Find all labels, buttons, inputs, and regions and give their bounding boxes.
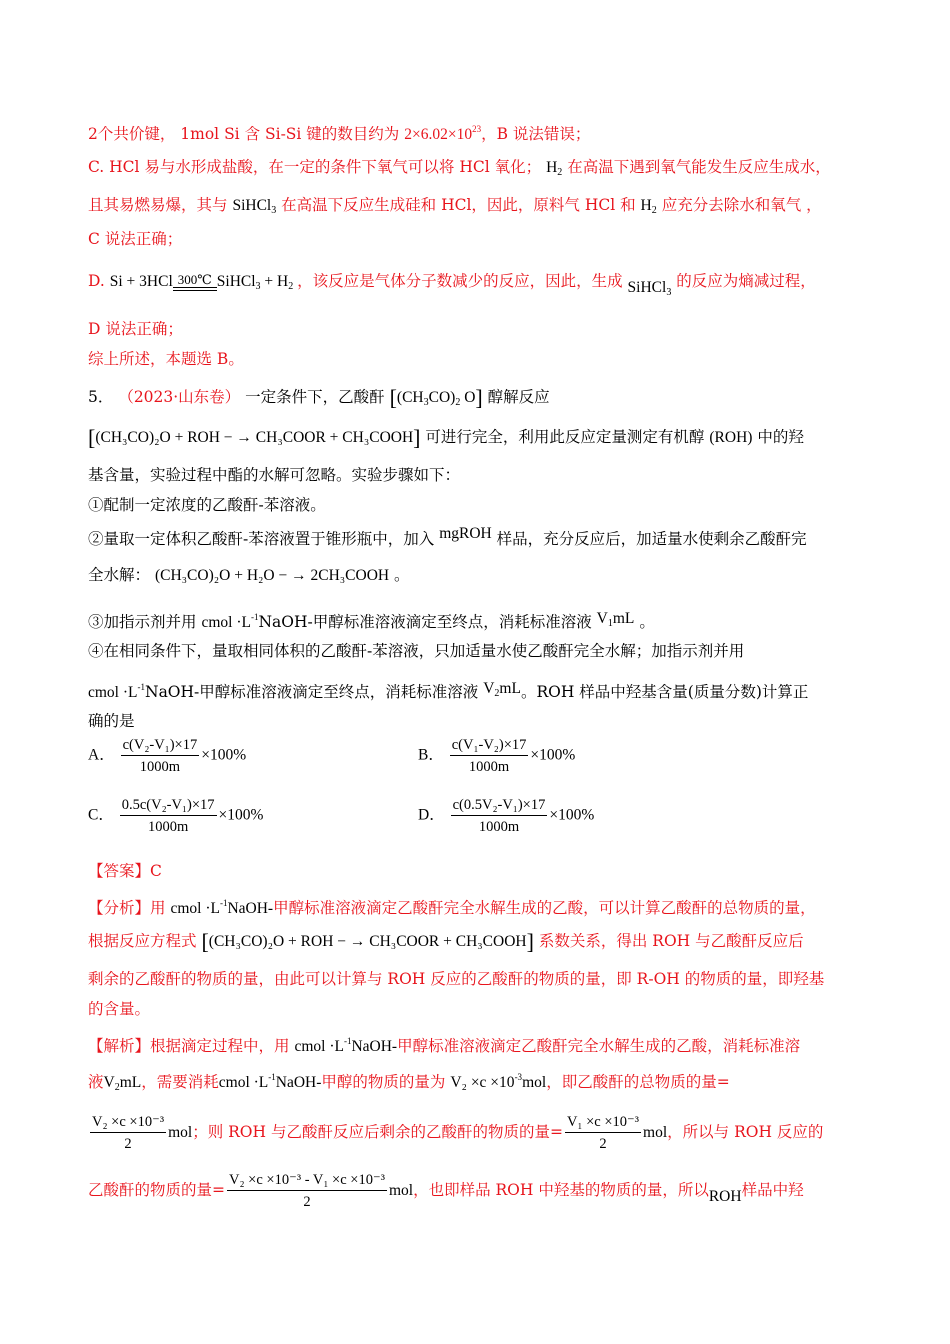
text: 。 <box>394 566 410 584</box>
formula-base: cmol ·L <box>201 614 251 631</box>
fraction <box>90 1113 166 1153</box>
denominator: 2 <box>124 1136 132 1152</box>
formula-exp: -3 <box>514 1072 523 1082</box>
concentration <box>219 1074 322 1091</box>
step-4-line3: 确的是 <box>88 712 135 730</box>
denominator: 1000m <box>468 759 510 775</box>
analysis-line2 <box>88 930 804 953</box>
solution-tag: 【解析】 <box>88 1037 151 1055</box>
concentration <box>88 684 145 701</box>
step-4-line2 <box>88 676 808 709</box>
formula-tail: NaOH- <box>351 1038 398 1055</box>
para-b-conclusion <box>88 118 590 146</box>
text: ，需要消耗 <box>141 1073 219 1091</box>
text: ③加指示剂并用 <box>88 613 197 631</box>
text: 系数关系，得出 ROH 与乙酸酐反应后 <box>538 932 804 950</box>
text: 甲醇标准溶液滴定乙酸酐完全水解生成的乙酸，可以计算乙酸酐的总物质的量， <box>273 899 816 917</box>
para-d-line2: D 说法正确； <box>88 320 183 338</box>
para-c-line3: C 说法正确； <box>88 230 183 248</box>
formula-base: cmol ·L <box>88 684 138 701</box>
analysis-tag: 【分析】 <box>88 899 151 917</box>
v: V <box>596 610 608 627</box>
fraction <box>565 1113 641 1153</box>
formula-base: 2×6.02×10 <box>404 126 473 143</box>
reaction-equation: Si + 3HCl 300℃ SiHCl$_3$ + $H_2$ <box>109 272 294 292</box>
text: NaOH-甲醇标准溶液滴定至终点，消耗标准溶液 <box>258 613 592 631</box>
option-fraction <box>121 736 200 776</box>
text: 2个共价键， 1mol Si 含 Si-Si 键的数目约为 <box>88 125 400 143</box>
question-5-line3: 基含量，实验过程中酯的水解可忽略。实验步骤如下： <box>88 466 461 484</box>
sample-mass: mgROH <box>439 525 492 542</box>
analysis-line3: 剩余的乙酸酐的物质的量，由此可以计算与 ROH 反应的乙酸酐的物质的量，即 R-OH 的物质的量，即羟基 <box>88 970 825 988</box>
text: ，该反应是气体分子数减少的反应，因此，生成 <box>297 272 623 290</box>
text: ，即乙酸酐的总物质的量= <box>546 1073 730 1091</box>
reaction-equation: [(CH₃CO)₂O + ROH − → CH₃COOR + CH₃COOH] <box>201 929 534 954</box>
numerator: 0.5c(V₂-V₁)×17 <box>120 796 217 816</box>
question-source: （2023·山东卷） <box>118 388 241 406</box>
denominator: 2 <box>599 1136 607 1152</box>
roh-formula: ROH <box>708 1188 742 1205</box>
concentration <box>201 614 258 631</box>
option-d[interactable] <box>418 796 594 836</box>
option-fraction <box>451 796 548 836</box>
formula-base: cmol ·L <box>170 900 220 917</box>
equation-text: (CH₃CO)₂O + ROH − → CH₃COOR + CH₃COOH <box>95 429 414 446</box>
unit: mol <box>388 1182 414 1199</box>
formula-base: SiHCl <box>627 279 667 296</box>
answer-value: C <box>150 862 162 880</box>
denominator: 2 <box>303 1194 311 1210</box>
question-number: 5． <box>88 388 114 406</box>
option-label: A． <box>88 746 115 764</box>
answer-tag: 【答案】 <box>88 862 151 880</box>
volume-v1 <box>597 610 635 627</box>
equation-text: (CH₃CO)₂O + ROH − → CH₃COOR + CH₃COOH <box>208 933 527 950</box>
numerator: c(V₂-V₁)×17 <box>121 736 200 756</box>
para-c-line2 <box>88 194 822 222</box>
option-c[interactable] <box>88 796 263 836</box>
v: V <box>103 1074 115 1091</box>
para-d-line1 <box>88 270 816 298</box>
text: 应充分去除水和氧气 ， <box>661 196 822 214</box>
text: 根据滴定过程中，用 <box>150 1037 290 1055</box>
solution-line2 <box>88 1066 730 1099</box>
unit: mol <box>643 1124 668 1141</box>
unit: mL <box>499 680 521 697</box>
text: ；则 ROH 与乙酸酐反应后剩余的乙酸酐的物质的量= <box>192 1123 563 1141</box>
sihcl3-formula: SiHCl$_3$ <box>627 279 672 298</box>
denominator: 1000m <box>139 759 181 775</box>
unit: mL <box>612 610 635 627</box>
unit: mL <box>119 1074 142 1091</box>
unit: mol <box>168 1124 193 1141</box>
text: ，所以与 ROH 反应的 <box>667 1123 824 1141</box>
step-3 <box>88 606 655 639</box>
text: 可进行完全，利用此反应定量测定有机醇 <box>425 428 705 446</box>
formula-base: cmol ·L <box>294 1038 344 1055</box>
text: 液 <box>88 1073 104 1091</box>
step-1: ①配制一定浓度的乙酸酐-苯溶液。 <box>88 496 326 514</box>
text: 醇解反应 <box>487 388 550 406</box>
text: 。 <box>634 613 655 631</box>
percent: ×100% <box>201 746 247 764</box>
option-a[interactable] <box>88 736 246 776</box>
analysis-line1 <box>88 892 816 920</box>
formula-exp: -1 <box>219 898 228 908</box>
formula-exp: -1 <box>250 612 259 622</box>
fraction <box>227 1171 387 1211</box>
concentration <box>170 900 273 917</box>
h2-formula: $H_2$ <box>546 159 563 178</box>
numerator: c(0.5V₂-V₁)×17 <box>451 796 548 816</box>
volume-v2 <box>104 1074 142 1091</box>
conclusion: 综上所述，本题选 B。 <box>88 350 244 368</box>
unit: mol <box>522 1074 547 1091</box>
formula-exp: -1 <box>137 682 145 692</box>
concentration <box>294 1038 397 1055</box>
text: 样品中羟 <box>741 1181 804 1199</box>
text: 样品，充分反应后，加适量水使剩余乙酸酐完 <box>496 530 807 548</box>
question-5-reaction-line <box>88 426 804 449</box>
formula-tail: NaOH- <box>275 1074 322 1091</box>
solution-line3 <box>88 1112 823 1153</box>
percent: ×100% <box>549 806 595 824</box>
formula-base: H <box>546 159 558 176</box>
question-5-header <box>88 386 550 414</box>
text: 。ROH 样品中羟基含量(质量分数)计算正 <box>520 683 809 701</box>
numerator: V₂ ×c ×10⁻³ <box>90 1113 166 1133</box>
text: 用 <box>150 899 166 917</box>
reactants: Si + 3HCl <box>109 273 173 290</box>
text: ②量取一定体积乙酸酐-苯溶液置于锥形瓶中，加入 <box>88 530 435 548</box>
formula-base: SiHCl <box>232 197 272 214</box>
percent: ×100% <box>530 746 576 764</box>
option-fraction <box>120 796 217 836</box>
reaction-condition-arrow <box>173 273 217 291</box>
text: 一定条件下，乙酸酐 <box>245 388 385 406</box>
text: ，也即样品 ROH 中羟基的物质的量，所以 <box>413 1181 709 1199</box>
option-b[interactable] <box>418 736 575 776</box>
text: 全水解： <box>88 566 151 584</box>
denominator: 1000m <box>147 819 189 835</box>
text: C. HCl 易与水形成盐酸，在一定的条件下氧气可以将 HCl 氧化； <box>88 158 542 176</box>
percent: ×100% <box>218 806 264 824</box>
formula-base: V₂ ×c ×10 <box>450 1074 515 1091</box>
condition: 300℃ <box>177 272 212 288</box>
text: D. <box>88 272 105 290</box>
product: + H <box>260 273 289 290</box>
formula-exp: 23 <box>472 124 482 134</box>
h2-formula: $H_2$ <box>640 197 657 216</box>
text: 甲醇标准溶液滴定乙酸酐完全水解生成的乙酸，消耗标准溶 <box>397 1037 801 1055</box>
option-label: D． <box>418 806 445 824</box>
formula-exp: -1 <box>268 1072 276 1082</box>
option-label: C． <box>88 806 114 824</box>
step-4-line1: ④在相同条件下，量取相同体积的乙酸酐-苯溶液，只加适量水使乙酸酐完全水解；加指示剂并用 <box>88 642 745 660</box>
v: V <box>483 680 495 697</box>
formula-exp: -1 <box>343 1036 352 1046</box>
text: 乙酸酐的物质的量= <box>88 1181 225 1199</box>
volume-v2 <box>483 680 521 697</box>
hydrolysis-equation: (CH₃CO)₂O + H₂O − → 2CH₃COOH <box>154 567 390 584</box>
option-fraction <box>450 736 529 776</box>
step-2-line2 <box>88 564 410 587</box>
text: ，B 说法错误； <box>481 125 591 143</box>
product: SiHCl <box>216 273 256 290</box>
step-2-line1 <box>88 525 807 551</box>
text: 的反应为熵减过程， <box>676 272 816 290</box>
roh-formula: (ROH) <box>709 429 753 446</box>
v-sub: 2 <box>114 1082 120 1093</box>
text: 中的羟 <box>757 428 804 446</box>
solution-line4 <box>88 1170 804 1211</box>
sihcl3-formula: SiHCl$_3$ <box>232 197 277 216</box>
text: 甲醇的物质的量为 <box>321 1073 446 1091</box>
text: 且其易燃易爆，其与 <box>88 196 228 214</box>
text: 在高温下遇到氧气能发生反应生成水， <box>567 158 831 176</box>
analysis-line4: 的含量。 <box>88 1000 151 1018</box>
text: 在高温下反应生成硅和 HCl，因此，原料气 HCl 和 <box>281 196 636 214</box>
formula-tail: NaOH- <box>227 900 274 917</box>
formula <box>404 126 481 143</box>
text: 根据反应方程式 <box>88 932 197 950</box>
option-label: B． <box>418 746 444 764</box>
solution-line1 <box>88 1030 800 1058</box>
v-sub: 1 <box>607 618 613 629</box>
anhydride-formula: [$(CH_3CO)_2$ O] <box>389 385 483 410</box>
numerator: V₂ ×c ×10⁻³ - V₁ ×c ×10⁻³ <box>227 1171 387 1191</box>
reaction-equation: [(CH₃CO)₂O + ROH − → CH₃COOR + CH₃COOH] <box>88 425 421 450</box>
numerator: V₁ ×c ×10⁻³ <box>565 1113 641 1133</box>
denominator: 1000m <box>478 819 520 835</box>
para-c-line1 <box>88 156 831 184</box>
formula-base: cmol ·L <box>218 1074 269 1091</box>
text: NaOH-甲醇标准溶液滴定至终点，消耗标准溶液 <box>145 683 479 701</box>
moles-expression <box>450 1074 546 1091</box>
answer <box>88 860 162 882</box>
numerator: c(V₁-V₂)×17 <box>450 736 529 756</box>
v-sub: 2 <box>494 688 500 699</box>
